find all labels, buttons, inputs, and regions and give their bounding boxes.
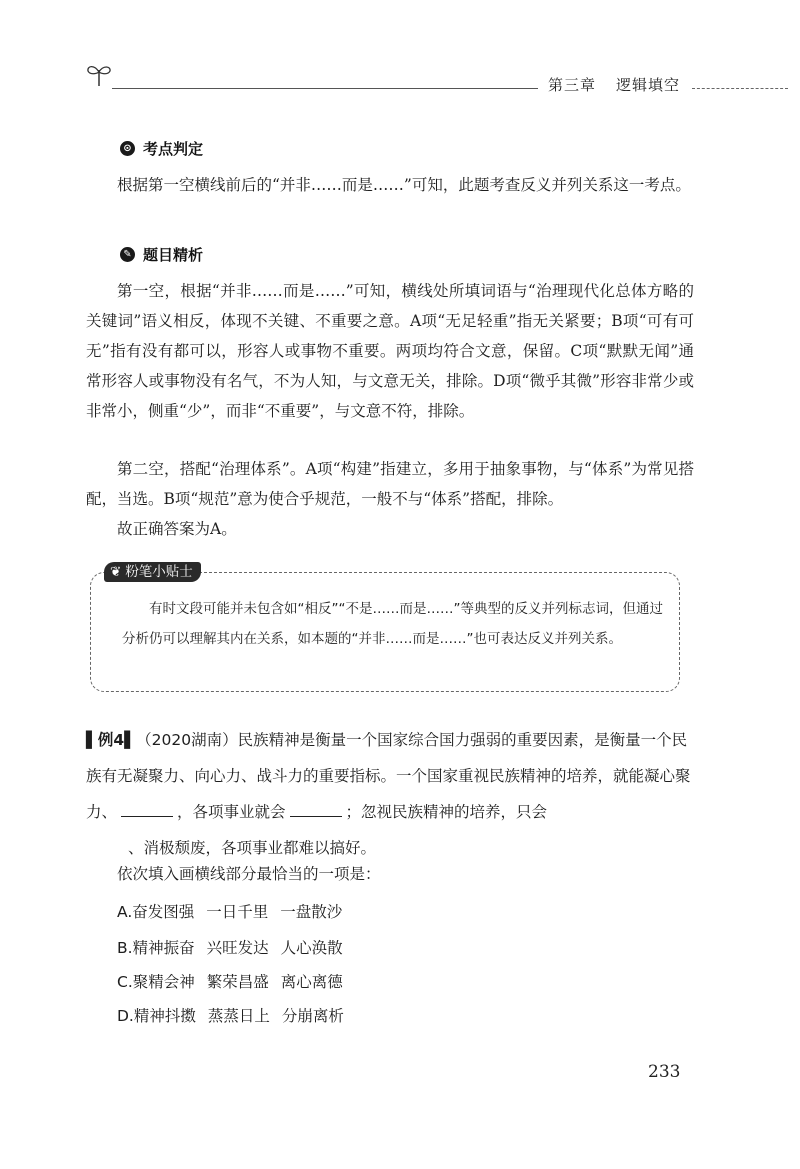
question-text-3: ；忽视民族精神的培养，只会 bbox=[345, 803, 548, 821]
question-text-2: ，各项事业就会 bbox=[177, 803, 286, 821]
question-stem bbox=[86, 722, 692, 866]
sprout-logo-icon bbox=[84, 60, 114, 90]
option-c: C.聚精会神 繁荣昌盛 离心离德 bbox=[117, 973, 343, 991]
analysis-paragraph-2: 第二空，搭配“治理体系”。A项“构建”指建立，多用于抽象事物，与“体系”为常见搭配，当选。B项“规范”意为使合乎规范，一般不与“体系”搭配，排除。 bbox=[86, 460, 694, 508]
chapter-number: 第三章 bbox=[548, 76, 597, 94]
tip-label bbox=[104, 562, 201, 582]
section-title: 题目精析 bbox=[143, 246, 204, 264]
analysis-paragraph-1: 第一空，根据“并非……而是……”可知，横线处所填词语与“治理现代化总体方略的关键词”语义相反，体现不关键、不重要之意。A项“无足轻重”指无关紧要；B项“可有可无”指有没有都可以，形容人或事物不重要。两项均符合文意，保留。C项“默默无闻”通常形容人或事物没有名气，不为人知，与文意无关，排除。D项“微乎其微”形容非常少或非常小，侧重“少”，而非“不重要”，与文意不符，排除。 bbox=[86, 282, 694, 420]
section-paragraph: 根据第一空横线前后的“并非……而是……”可知，此题考查反义并列关系这一考点。 bbox=[117, 176, 691, 194]
question-label: ▌例4▌ bbox=[86, 731, 137, 749]
question-source: （2020湖南） bbox=[136, 731, 238, 749]
running-header bbox=[548, 74, 680, 95]
option-a: A.奋发图强 一日千里 一盘散沙 bbox=[117, 903, 343, 921]
section-heading-key-point bbox=[120, 138, 203, 159]
header-dash-rule bbox=[692, 88, 788, 89]
page-number: 233 bbox=[648, 1062, 681, 1082]
option-d: D.精神抖擞 蒸蒸日上 分崩离析 bbox=[117, 1007, 344, 1025]
answer-blank-2 bbox=[290, 802, 342, 817]
answer-blank-1 bbox=[121, 802, 173, 817]
analysis-paragraph-3: 故正确答案为A。 bbox=[117, 520, 237, 538]
question-prompt: 依次填入画横线部分最恰当的一项是： bbox=[117, 865, 381, 883]
tip-label-text: 粉笔小贴士 bbox=[125, 564, 193, 580]
question-text-4: 、消极颓废，各项事业都难以搞好。 bbox=[128, 839, 377, 857]
tip-text: 有时文段可能并未包含如“相反”“不是……而是……”等典型的反义并列标志词，但通过分析仍可以理解其内在关系，如本题的“并非……而是……”也可表达反义并列关系。 bbox=[122, 601, 663, 647]
section-heading-analysis bbox=[120, 244, 203, 265]
question-text-1: 民族精神是衡量一个国家综合国力强弱的重要因素，是衡量一个民族有无凝聚力、向心力、战斗力的重要指标。一个国家重视民族精神的培养，就能凝心聚力、 bbox=[86, 731, 691, 821]
target-icon: ⊙ bbox=[120, 141, 135, 156]
chapter-title: 逻辑填空 bbox=[616, 76, 681, 94]
option-b: B.精神振奋 兴旺发达 人心涣散 bbox=[117, 939, 343, 957]
section-title: 考点判定 bbox=[143, 140, 204, 158]
header-rule bbox=[112, 88, 538, 89]
pen-icon: ✎ bbox=[120, 247, 135, 262]
sprout-icon: ❦ bbox=[110, 564, 122, 580]
